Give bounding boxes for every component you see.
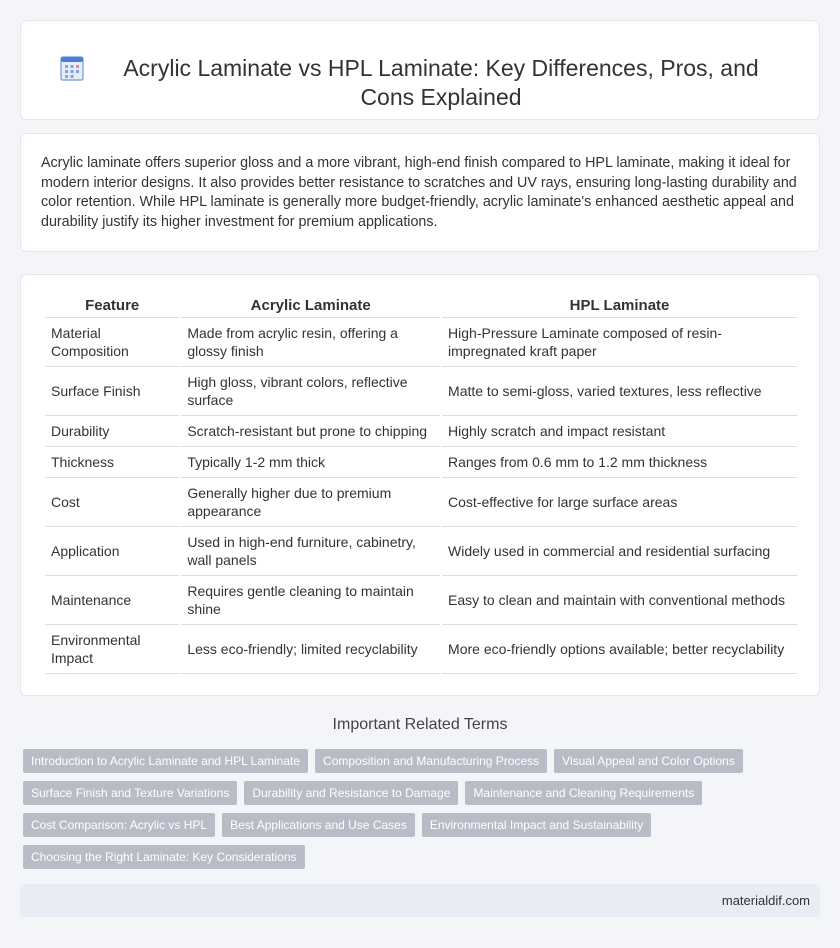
document-icon [60,55,84,81]
cell-acrylic: Generally higher due to premium appearance [181,478,440,527]
related-term-tag[interactable]: Surface Finish and Texture Variations [23,781,237,805]
cell-hpl: More eco-friendly options available; better recyclability [442,625,797,674]
cell-feature: Environmental Impact [45,625,179,674]
table-row [45,318,797,367]
related-term-tag[interactable]: Maintenance and Cleaning Requirements [465,781,702,805]
related-term-tag[interactable]: Environmental Impact and Sustainability [422,813,651,837]
tag-row [23,813,813,837]
cell-acrylic: Typically 1-2 mm thick [181,447,440,478]
cell-hpl: High-Pressure Laminate composed of resin-impregnated kraft paper [442,318,797,367]
cell-acrylic: Less eco-friendly; limited recyclability [181,625,440,674]
cell-acrylic: Made from acrylic resin, offering a glossy finish [181,318,440,367]
page-title: Acrylic Laminate vs HPL Laminate: Key Differences, Pros, and Cons Explained [123,54,759,110]
footer [20,884,820,917]
cell-feature: Maintenance [45,576,179,625]
comparison-table [43,292,799,674]
cell-feature: Cost [45,478,179,527]
cell-hpl: Ranges from 0.6 mm to 1.2 mm thickness [442,447,797,478]
related-terms-list [23,749,813,877]
cell-hpl: Cost-effective for large surface areas [442,478,797,527]
table-row [45,447,797,478]
column-header-feature: Feature [45,292,179,318]
related-term-tag[interactable]: Composition and Manufacturing Process [315,749,547,773]
related-term-tag[interactable]: Choosing the Right Laminate: Key Considerations [23,845,305,869]
related-term-tag[interactable]: Best Applications and Use Cases [222,813,415,837]
comparison-table-card [20,274,820,696]
tag-row [23,749,813,773]
cell-feature: Surface Finish [45,367,179,416]
cell-acrylic: High gloss, vibrant colors, reflective surface [181,367,440,416]
table-row [45,416,797,447]
table-row [45,625,797,674]
table-row [45,576,797,625]
cell-feature: Durability [45,416,179,447]
related-term-tag[interactable]: Introduction to Acrylic Laminate and HPL Laminate [23,749,308,773]
intro-paragraph: Acrylic laminate offers superior gloss and a more vibrant, high-end finish compared to HPL laminate, making it ideal for modern interior designs. It also provides better resistance to scratches and UV rays, ensuring long-lasting durability and color retention. While HPL laminate is generally more budget-friendly, acrylic laminate's enhanced aesthetic appeal and durability justify its higher investment for premium applications. [41,155,797,230]
tag-row [23,845,813,869]
column-header-acrylic: Acrylic Laminate [181,292,440,318]
cell-hpl: Matte to semi-gloss, varied textures, less reflective [442,367,797,416]
intro-card [20,133,820,252]
cell-hpl: Highly scratch and impact resistant [442,416,797,447]
table-row [45,478,797,527]
cell-acrylic: Requires gentle cleaning to maintain shine [181,576,440,625]
related-term-tag[interactable]: Durability and Resistance to Damage [244,781,458,805]
table-row [45,367,797,416]
footer-site-link[interactable]: materialdif.com [721,893,810,908]
cell-acrylic: Scratch-resistant but prone to chipping [181,416,440,447]
table-header-row [45,292,797,318]
title-wrap [60,29,780,112]
title-card [20,20,820,120]
tag-row [23,781,813,805]
column-header-hpl: HPL Laminate [442,292,797,318]
related-terms-heading: Important Related Terms [332,716,508,733]
cell-feature: Thickness [45,447,179,478]
cell-acrylic: Used in high-end furniture, cabinetry, wall panels [181,527,440,576]
related-term-tag[interactable]: Visual Appeal and Color Options [554,749,743,773]
table-row [45,527,797,576]
related-term-tag[interactable]: Cost Comparison: Acrylic vs HPL [23,813,215,837]
cell-hpl: Easy to clean and maintain with conventional methods [442,576,797,625]
cell-hpl: Widely used in commercial and residential surfacing [442,527,797,576]
cell-feature: Application [45,527,179,576]
cell-feature: Material Composition [45,318,179,367]
